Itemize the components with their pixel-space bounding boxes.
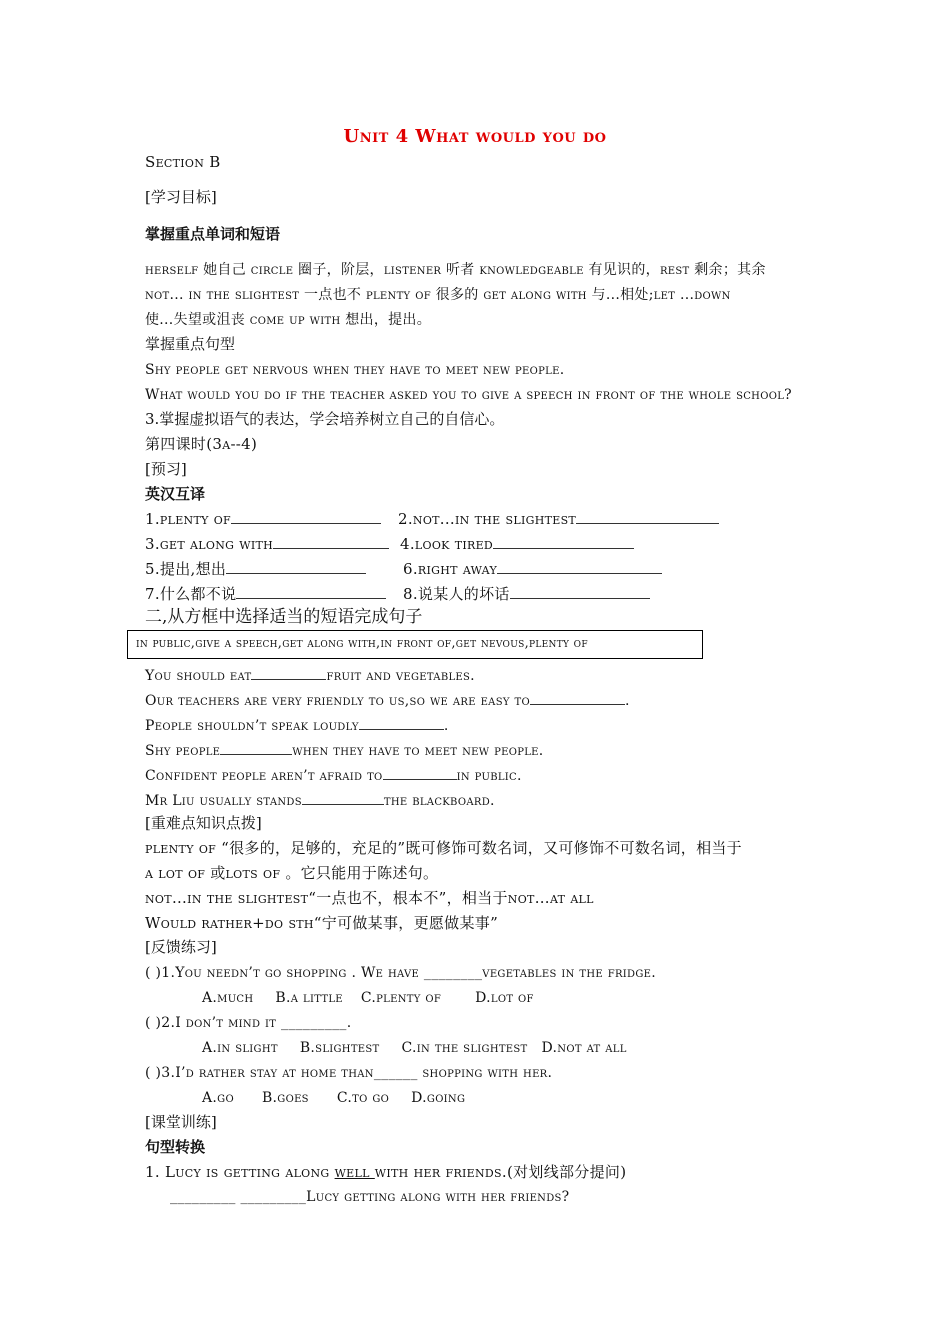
key-point-1b: a lot of 或lots of 。它只能用于陈述句。 xyxy=(145,864,439,882)
fill-text: You should eat xyxy=(145,668,252,684)
option[interactable]: C.to go xyxy=(336,1090,390,1106)
key-sentence-2: What would you do if the teacher asked you to give a speech in front of the whole school? xyxy=(145,387,792,403)
option[interactable]: A.go xyxy=(202,1090,234,1106)
translate-item: 2.not...in the slightest xyxy=(398,510,577,528)
transform-1-answer: _________ _________Lucy getting along with her friends? xyxy=(170,1189,570,1205)
translate-row xyxy=(145,584,386,604)
answer-blank[interactable] xyxy=(302,790,384,805)
option[interactable]: A.much xyxy=(202,990,254,1006)
option[interactable]: B.a little xyxy=(275,990,343,1006)
key-sentences-heading: 掌握重点句型 xyxy=(145,335,236,353)
question-1-options xyxy=(202,988,534,1008)
answer-blank[interactable] xyxy=(576,509,719,524)
answer-blank[interactable] xyxy=(273,534,389,549)
option[interactable]: D.going xyxy=(411,1090,466,1106)
fill-text: in public. xyxy=(456,768,522,784)
fill-text: . xyxy=(624,693,630,709)
translate-item: 1.plenty of xyxy=(145,510,231,528)
answer-blank[interactable] xyxy=(236,584,386,599)
translate-item: 3.get along with xyxy=(145,535,274,553)
answer-blank[interactable] xyxy=(226,559,366,574)
key-point-2: not…in the slightest“一点也不，根本不”，相当于not…at all xyxy=(145,889,594,907)
phrase-box xyxy=(127,630,703,659)
vocab-line-3: 使...失望或沮丧 come up with 想出，提出。 xyxy=(145,312,432,328)
fill-text: Mr Liu usually stands xyxy=(145,793,302,809)
option[interactable]: C.plenty of xyxy=(360,990,442,1006)
question-3-options xyxy=(202,1088,465,1108)
translate-item: 7.什么都不说 xyxy=(145,585,237,603)
feedback-heading: [反馈练习] xyxy=(145,938,217,956)
goal-3: 3.掌握虚拟语气的表达，学会培养树立自己的自信心。 xyxy=(145,410,505,428)
fill-text: People shouldn’t speak loudly xyxy=(145,718,359,734)
transform-text: with her friends.(对划线部分提问) xyxy=(374,1163,627,1181)
option[interactable]: D.lot of xyxy=(475,990,534,1006)
translate-row xyxy=(145,559,366,579)
transform-text: 1. Lucy is getting along xyxy=(145,1163,335,1181)
question-2: ( )2.I don’t mind it _________. xyxy=(145,1015,352,1031)
translate-row xyxy=(145,534,389,554)
question-1: ( )1.You needn’t go shopping . We have ________vegetables in the fridge. xyxy=(145,965,657,981)
answer-blank[interactable] xyxy=(530,690,625,705)
phrase-box-text: in public,give a speech,get along with,in front of,get nevous,plenty of xyxy=(136,636,588,651)
fill-sentence xyxy=(145,665,475,686)
option[interactable]: A.in slight xyxy=(202,1040,278,1056)
translate-row xyxy=(403,559,662,579)
fill-text: when they have to meet new people. xyxy=(292,743,544,759)
option[interactable]: C.in the slightest xyxy=(401,1040,528,1056)
answer-blank[interactable] xyxy=(510,584,650,599)
answer-blank[interactable] xyxy=(383,765,457,780)
goals-heading: [学习目标] xyxy=(145,188,217,206)
fill-text: fruit and vegetables. xyxy=(326,668,475,684)
option[interactable]: D.not at all xyxy=(541,1040,627,1056)
page-title: Unit 4 What would you do xyxy=(343,126,607,147)
fill-text: Shy people xyxy=(145,743,221,759)
translate-row xyxy=(145,509,381,529)
answer-blank[interactable] xyxy=(359,715,444,730)
question-2-options xyxy=(202,1038,627,1058)
translate-item: 6.right away xyxy=(403,560,498,578)
fill-text: . xyxy=(443,718,449,734)
fill-text: Confident people aren’t afraid to xyxy=(145,768,383,784)
translate-item: 8.说某人的坏话 xyxy=(403,585,510,603)
translate-heading: 英汉互译 xyxy=(145,485,206,503)
translate-row xyxy=(400,534,634,554)
key-points-heading: [重难点知识点拨] xyxy=(145,814,262,832)
preview-heading: [预习] xyxy=(145,460,187,478)
section-label: Section B xyxy=(145,153,221,171)
vocab-line-2: not... in the slightest 一点也不 plenty of 很多的 get along with 与...相处;let ...down xyxy=(145,287,731,303)
transform-1 xyxy=(145,1162,626,1182)
key-point-3: Would rather+do sth“宁可做某事，更愿做某事” xyxy=(145,914,499,932)
option[interactable]: B.slightest xyxy=(299,1040,380,1056)
translate-item: 4.look tired xyxy=(400,535,494,553)
answer-blank[interactable] xyxy=(493,534,634,549)
translate-row xyxy=(398,509,719,529)
fill-text: Our teachers are very friendly to us,so we are easy to xyxy=(145,693,530,709)
key-sentence-1: Shy people get nervous when they have to meet new people. xyxy=(145,362,565,378)
option[interactable]: B.goes xyxy=(261,1090,309,1106)
fill-sentence xyxy=(145,690,630,711)
translate-row xyxy=(403,584,650,604)
answer-blank[interactable] xyxy=(220,740,292,755)
fill-sentence xyxy=(145,740,544,761)
fill-sentence xyxy=(145,765,522,786)
lesson-label: 第四课时(3a--4) xyxy=(145,435,258,453)
answer-blank[interactable] xyxy=(497,559,662,574)
class-heading: [课堂训练] xyxy=(145,1113,217,1131)
vocab-line-1: herself 她自己 circle 圈子，阶层，listener 听者 knowledgeable 有见识的，rest 剩余；其余 xyxy=(145,262,766,278)
fill-sentence xyxy=(145,790,495,811)
answer-blank[interactable] xyxy=(251,665,326,680)
key-point-1a: plenty of “很多的，足够的，充足的”既可修饰可数名词，又可修饰不可数名词，相当于 xyxy=(145,839,742,857)
translate-item: 5.提出,想出 xyxy=(145,560,227,578)
answer-blank[interactable] xyxy=(231,509,381,524)
question-3: ( )3.I’d rather stay at home than______ shopping with her. xyxy=(145,1065,553,1081)
fill-sentence xyxy=(145,715,449,736)
key-words-heading: 掌握重点单词和短语 xyxy=(145,225,281,243)
section-2-heading: 二,从方框中选择适当的短语完成句子 xyxy=(145,607,423,627)
transform-heading: 句型转换 xyxy=(145,1138,206,1156)
fill-text: the blackboard. xyxy=(383,793,495,809)
underlined-word: well xyxy=(334,1163,375,1181)
